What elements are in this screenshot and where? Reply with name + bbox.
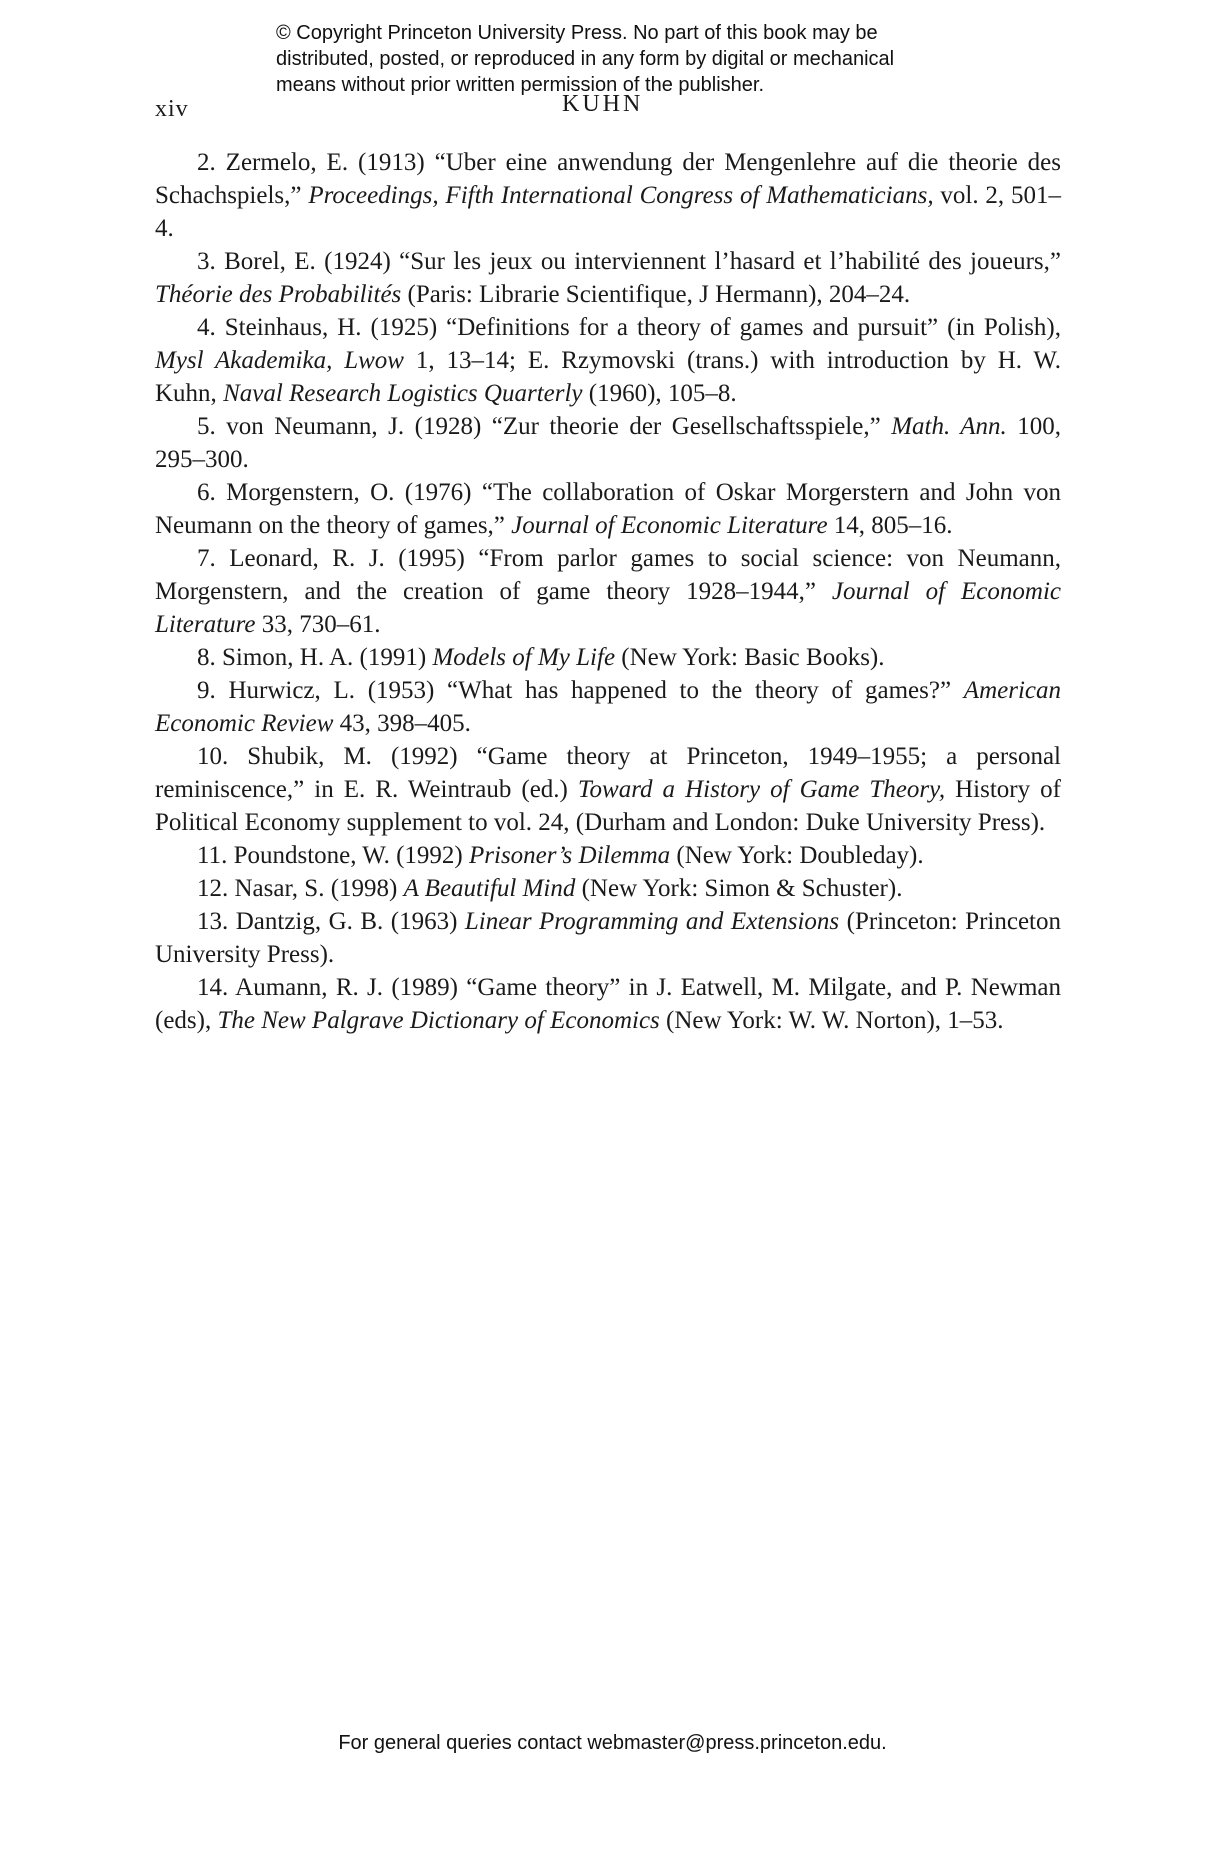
reference-title: Proceedings, Fifth International Congress of Mathematicians, (308, 182, 934, 209)
reference-title: Math. Ann. (891, 413, 1007, 440)
reference-title: Naval Research Logistics Quarterly (223, 380, 583, 407)
reference-title: Prisoner’s Dilemma (469, 842, 671, 869)
reference-title: Models of My Life (432, 644, 616, 671)
reference-item: 4. Steinhaus, H. (1925) “Definitions for a theory of games and pursuit” (in Polish), Mysl Akademika, Lwow 1, 13–14; E. Rzymovski (trans.) with introduction by H. W. Kuhn, Naval Research Logistics Quarterly (1960), 105–8. (155, 314, 1061, 407)
reference-item: 7. Leonard, R. J. (1995) “From parlor games to social science: von Neumann, Morgenstern, and the creation of game theory 1928–1944,” Journal of Economic Literature 33, 730–61. (155, 545, 1061, 638)
page-number: xiv (155, 96, 189, 122)
reference-title: The New Palgrave Dictionary of Economics (217, 1007, 660, 1034)
reference-list (155, 146, 1061, 1037)
reference-item: 3. Borel, E. (1924) “Sur les jeux ou interviennent l’hasard et l’habilité des joueurs,” Théorie des Probabilités (Paris: Librarie Scientifique, J Hermann), 204–24. (155, 248, 1061, 308)
reference-title: Toward a History of Game Theory, (577, 776, 946, 803)
reference-title: Linear Programming and Extensions (464, 908, 840, 935)
running-head: KUHN (562, 91, 644, 117)
reference-title: Mysl Akademika, Lwow (155, 347, 404, 374)
reference-title: A Beautiful Mind (403, 875, 576, 902)
reference-title: Journal of Economic Literature (155, 578, 1061, 638)
reference-item: 13. Dantzig, G. B. (1963) Linear Programming and Extensions (Princeton: Princeton University Press). (155, 908, 1061, 968)
reference-title: American Economic Review (155, 677, 1061, 737)
footer-contact: For general queries contact webmaster@press.princeton.edu. (338, 1732, 887, 1754)
reference-item: 11. Poundstone, W. (1992) Prisoner’s Dilemma (New York: Doubleday). (197, 842, 924, 869)
reference-item: 14. Aumann, R. J. (1989) “Game theory” in J. Eatwell, M. Milgate, and P. Newman (eds), The New Palgrave Dictionary of Economics (New York: W. W. Norton), 1–53. (155, 974, 1061, 1034)
reference-item: 10. Shubik, M. (1992) “Game theory at Princeton, 1949–1955; a personal reminiscence,” in E. R. Weintraub (ed.) Toward a History of Game Theory, History of Political Economy supplement to vol. 24, (Durham and London: Duke University Press). (155, 743, 1061, 836)
reference-item: 12. Nasar, S. (1998) A Beautiful Mind (New York: Simon & Schuster). (197, 875, 903, 902)
reference-title: Journal of Economic Literature (511, 512, 828, 539)
copyright-notice: © Copyright Princeton University Press. No part of this book may be distributed, posted, or reproduced in any form by digital or mechanical means without prior written permission of the publisher. (276, 22, 895, 96)
reference-item: 2. Zermelo, E. (1913) “Uber eine anwendung der Mengenlehre auf die theorie des Schachspiels,” Proceedings, Fifth International Congress of Mathematicians, vol. 2, 501–4. (155, 149, 1061, 242)
reference-item: 8. Simon, H. A. (1991) Models of My Life (New York: Basic Books). (197, 644, 885, 671)
reference-item: 5. von Neumann, J. (1928) “Zur theorie der Gesellschaftsspiele,” Math. Ann. 100, 295–300. (155, 413, 1062, 473)
reference-item: 6. Morgenstern, O. (1976) “The collaboration of Oskar Morgerstern and John von Neumann on the theory of games,” Journal of Economic Literature 14, 805–16. (155, 479, 1061, 539)
reference-title: Théorie des Probabilités (155, 281, 402, 308)
reference-item: 9. Hurwicz, L. (1953) “What has happened to the theory of games?” American Economic Review 43, 398–405. (155, 677, 1061, 737)
